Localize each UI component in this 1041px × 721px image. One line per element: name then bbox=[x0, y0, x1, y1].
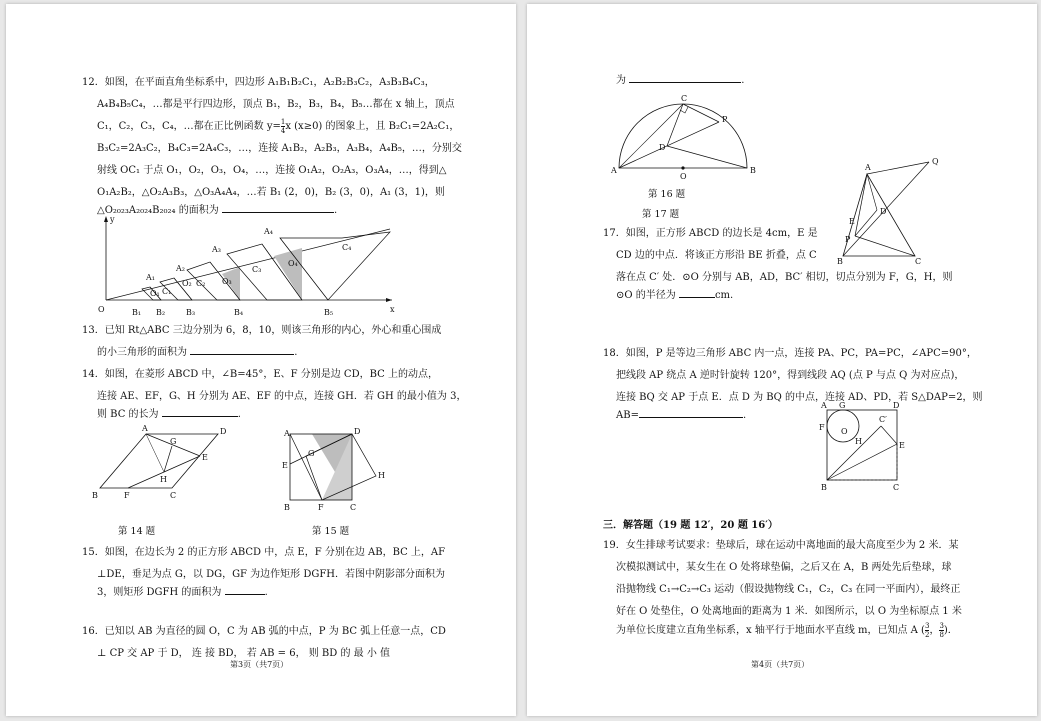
q15-line-1: 15．如图，在边长为 2 的正方形 ABCD 中，点 E，F 分别在边 AB，BC 上，AF bbox=[82, 547, 446, 558]
q19-x-fraction: $\frac{3}{2}$ bbox=[924, 622, 930, 639]
q12-line-3: C₁，C₂，C₃，C₄，…都在正比例函数 y= $\frac{1}{4}$ x (x≥0) 的图象上，且 B₂C₁=2A₂C₁， bbox=[97, 118, 460, 135]
q19-line-4: 好在 O 处垫住，O 处离地面的距离为 1 米．如图所示，以 O 为坐标原点 1 米 bbox=[616, 606, 962, 617]
fig14-label-d: D bbox=[220, 427, 227, 436]
shade-2 bbox=[274, 248, 302, 300]
q19-line-2: 次模拟测试中，某女生在 O 处将球垫偏，之后又在 A，B 两处先后垫球，球 bbox=[616, 562, 952, 573]
fig16-label-p: P bbox=[722, 115, 728, 124]
q18-line-2: 把线段 AP 绕点 A 逆时针旋转 120°，得到线段 AQ (点 P 与点 Q 为对应点)， bbox=[616, 370, 965, 381]
seg-pd bbox=[855, 210, 877, 236]
label-c3: C₃ bbox=[252, 265, 262, 274]
x-axis-arrow bbox=[386, 298, 392, 302]
caption-fig17: 第 17 题 bbox=[642, 209, 680, 220]
label-o2: O₂ bbox=[182, 279, 192, 288]
q13-answer-blank[interactable] bbox=[190, 343, 294, 355]
ray-oc bbox=[106, 229, 390, 300]
q19-y-fraction: $\frac{3}{8}$ bbox=[939, 622, 944, 639]
fig14-label-g: G bbox=[170, 437, 177, 446]
fig18-label-e: E bbox=[899, 441, 905, 450]
fig17-label-q: Q bbox=[932, 157, 939, 166]
origin-label: O bbox=[98, 305, 105, 314]
section-3-heading: 三．解答题（19 题 12′，20 题 16′） bbox=[603, 520, 778, 531]
fig17-label-c: C bbox=[915, 257, 922, 266]
center-dot bbox=[681, 166, 684, 169]
fig15-label-c: C bbox=[350, 503, 357, 512]
q18-answer-blank[interactable] bbox=[639, 406, 743, 418]
y-axis-arrow bbox=[104, 216, 108, 222]
q14-line-1: 14．如图，在菱形 ABCD 中，∠B=45°，E、F 分别是边 CD，BC 上的动点， bbox=[82, 369, 438, 380]
fig14-label-f: F bbox=[124, 491, 130, 500]
q12-line-4: B₃C₂=2A₃C₂，B₄C₃=2A₄C₃，…，连接 A₁B₂，A₂B₃，A₃B₄，A₄B₅，…，分别交 bbox=[97, 143, 462, 154]
label-c2: C₂ bbox=[196, 279, 206, 288]
fig15-label-a: A bbox=[284, 429, 290, 438]
caption-fig14: 第 14 题 bbox=[118, 526, 156, 537]
fig15-label-b: B bbox=[284, 503, 290, 512]
seg-ap bbox=[619, 122, 719, 168]
fig17 bbox=[837, 156, 977, 264]
label-o4: O₄ bbox=[288, 259, 298, 268]
seg-bd bbox=[667, 146, 747, 168]
q19-line-3: 沿抛物线 C₁→C₂→C₃ 运动（假设抛物线 C₁，C₂，C₃ 在同一平面内），最终正 bbox=[616, 584, 961, 595]
q13-line-2: 的小三角形的面积为 . bbox=[97, 342, 297, 364]
fig17-label-e: E bbox=[849, 217, 855, 226]
fig18-label-h: H bbox=[855, 437, 862, 446]
label-b2: B₂ bbox=[156, 308, 166, 317]
seg-bc-prime bbox=[827, 426, 881, 480]
seg-c-prime-e bbox=[881, 426, 897, 444]
fig14-label-a: A bbox=[142, 424, 148, 433]
fig17-label-b: B bbox=[837, 257, 843, 266]
q16-answer-blank[interactable] bbox=[629, 71, 741, 83]
q19-line-1: 19．女生排球考试要求：垫球后，球在运动中离地面的最大高度至少为 2 米．某 bbox=[603, 540, 959, 551]
fig15 bbox=[282, 424, 402, 514]
label-b5: B₅ bbox=[324, 308, 334, 317]
label-a1: A₁ bbox=[146, 273, 155, 282]
fig17-label-a: A bbox=[865, 163, 871, 172]
seg-af bbox=[290, 434, 322, 500]
seg-be bbox=[827, 444, 897, 480]
q15-answer-blank[interactable] bbox=[225, 583, 265, 595]
label-c4: C₄ bbox=[342, 243, 352, 252]
fig15-label-f: F bbox=[318, 503, 324, 512]
label-a4: A₄ bbox=[264, 227, 273, 236]
seg-ac bbox=[619, 104, 683, 168]
seg-ad bbox=[867, 174, 877, 210]
fig14-label-h: H bbox=[160, 475, 167, 484]
q16-tail: 为 . bbox=[616, 70, 744, 92]
q18-line-1: 18．如图，P 是等边三角形 ABC 内一点，连接 PA、PC，PA=PC，∠APC=90°， bbox=[603, 348, 977, 359]
fig18-label-g: G bbox=[839, 401, 846, 410]
caption-fig15: 第 15 题 bbox=[312, 526, 350, 537]
fig18-label-a: A bbox=[821, 401, 827, 410]
label-b4: B₄ bbox=[234, 308, 244, 317]
q12-line-1: 12．如图，在平面直角坐标系中，四边形 A₁B₁B₂C₁，A₂B₂B₃C₂，A₃B₃B₄C₃， bbox=[82, 77, 435, 88]
fig17-label-p: P bbox=[845, 235, 851, 244]
q16-line-2: ⊥ CP 交 AP 于 D， 连 接 BD， 若 AB = 6， 则 BD 的 最 小 值 bbox=[97, 648, 391, 659]
page-3 bbox=[6, 4, 516, 716]
y-axis-label: y bbox=[110, 215, 115, 224]
fig18-label-o: O bbox=[841, 427, 848, 436]
fig18-label-d: D bbox=[893, 401, 900, 410]
q15-line-3: 3，则矩形 DGFH 的面积为 . bbox=[97, 582, 268, 604]
label-b1: B₁ bbox=[132, 308, 142, 317]
fig15-label-d: D bbox=[354, 427, 361, 436]
q12-figure bbox=[92, 212, 412, 322]
q14-line-2: 连接 AE、EF，G、H 分别为 AE、EF 的中点，连接 GH．若 GH 的最小值为 3， bbox=[97, 391, 467, 402]
q17-line-1: 17．如图，正方形 ABCD 的边长是 4cm，E 是 bbox=[603, 228, 818, 239]
seg-ap bbox=[855, 174, 867, 236]
seg-pc bbox=[855, 236, 915, 256]
q14-answer-blank[interactable] bbox=[162, 405, 238, 417]
caption-fig16: 第 16 题 bbox=[648, 189, 686, 200]
fig16-label-a: A bbox=[611, 166, 617, 175]
fig18-label-f: F bbox=[819, 423, 825, 432]
fig16-label-b: B bbox=[750, 166, 756, 175]
fig18-label-c: C bbox=[893, 483, 900, 492]
fig15-label-g: G bbox=[308, 449, 315, 458]
fig18-label-c-prime: C′ bbox=[879, 415, 887, 424]
label-b3: B₃ bbox=[186, 308, 196, 317]
x-axis-label: x bbox=[390, 305, 395, 314]
fig18-label-b: B bbox=[821, 483, 827, 492]
fig14 bbox=[90, 424, 230, 504]
q12-fraction: $\frac{1}{4}$ bbox=[280, 118, 286, 135]
label-o3: O₃ bbox=[222, 277, 232, 286]
q12-line-5: 射线 OC₁ 于点 O₁，O₂，O₃，O₄，…，连接 O₁A₂，O₂A₃，O₃A₄，…，得到△ bbox=[97, 165, 447, 176]
label-a3: A₃ bbox=[212, 245, 221, 254]
fig14-label-e: E bbox=[202, 453, 208, 462]
q18-line-3: 连接 BQ 交 AP 于点 E．点 D 为 BQ 的中点，连接 AD、PD，若 S△DAP=2，则 bbox=[616, 392, 983, 403]
q17-line-3: 落在点 C′ 处．⊙O 分别与 AB，AD，BC′ 相切，切点分别为 F，G，H，则 bbox=[616, 272, 953, 283]
seg-gh bbox=[164, 446, 172, 472]
footer-page-3: 第3页（共7页） bbox=[230, 660, 289, 669]
fig16 bbox=[609, 96, 759, 180]
label-a2: A₂ bbox=[176, 264, 185, 273]
fig16-label-d: D bbox=[659, 143, 666, 152]
seg-ha bbox=[146, 434, 164, 472]
fig14-label-c: C bbox=[170, 491, 177, 500]
fig18 bbox=[819, 400, 909, 494]
q12-line-7: △O₂₀₂₃A₂₀₂₄B₂₀₂₄ 的面积为 . bbox=[97, 200, 337, 222]
q12-line-6: O₁A₂B₂，△O₂A₃B₃，△O₃A₄A₄，…若 B₁ (2，0)，B₂ (3，0)，A₁ (3，1)，则 bbox=[97, 187, 445, 198]
fig16-label-o: O bbox=[680, 172, 687, 181]
q18-line-4: AB= . bbox=[616, 405, 746, 427]
label-o1: O₁ bbox=[150, 289, 160, 298]
q17-line-4: ⊙O 的半径为 cm. bbox=[616, 285, 733, 307]
fig15-label-h: H bbox=[378, 471, 385, 480]
q12-line-2: A₄B₄B₅C₄，…都是平行四边形，顶点 B₁，B₂，B₃，B₄，B₅…都在 x 轴上，顶点 bbox=[97, 99, 455, 110]
page-4 bbox=[527, 4, 1037, 716]
q17-answer-blank[interactable] bbox=[679, 286, 715, 298]
q15-line-2: ⊥DE，垂足为点 G，以 DG，GF 为边作矩形 DGFH．若图中阴影部分面积为 bbox=[97, 569, 446, 580]
label-c1: C₁ bbox=[162, 287, 172, 296]
q16-line-1: 16．已知以 AB 为直径的圆 O，C 为 AB 弧的中点，P 为 BC 弧上任意一点，CD bbox=[82, 626, 446, 637]
fig17-label-d: D bbox=[880, 207, 887, 216]
semicircle bbox=[619, 104, 747, 168]
fig16-label-c: C bbox=[681, 94, 688, 103]
fig15-label-e: E bbox=[282, 461, 288, 470]
footer-page-4: 第4页（共7页） bbox=[751, 660, 810, 669]
fig14-label-b: B bbox=[92, 491, 98, 500]
q14-line-3: 则 BC 的长为 . bbox=[97, 404, 241, 426]
q19-line-5: 为单位长度建立直角坐标系，x 轴平行于地面水平直线 m，已知点 A ( $\frac{3}{2}$ ， $\frac{3}{8}$ )． bbox=[616, 622, 958, 639]
q13-line-1: 13．已知 Rt△ABC 三边分别为 6，8，10，则该三角形的内心，外心和重心围成 bbox=[82, 325, 442, 336]
q17-line-2: CD 边的中点．将该正方形沿 BE 折叠，点 C bbox=[616, 250, 817, 261]
